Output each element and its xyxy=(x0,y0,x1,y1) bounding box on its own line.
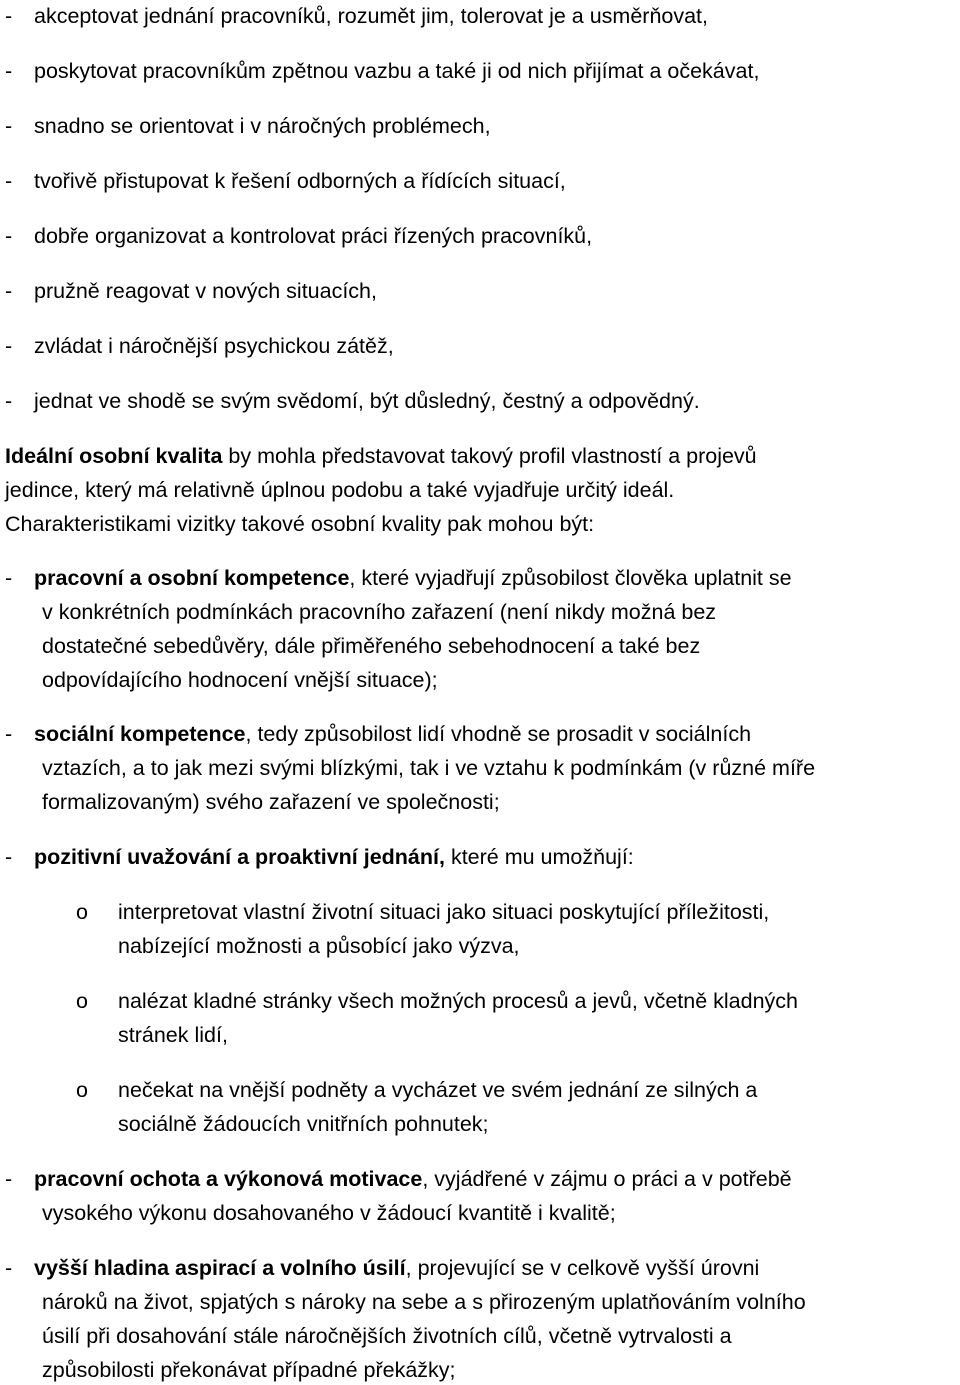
paragraph-line: Charakteristikami vizitky takové osobní kvality pak mohou být: xyxy=(5,512,595,536)
paragraph-line: jedince, který má relativně úplnou podobu a také vyjadřuje určitý ideál. xyxy=(5,478,675,502)
paragraph-bold-term: Ideální osobní kvalita xyxy=(5,444,223,468)
paragraph-line: Ideální osobní kvalita by mohla představovat takový profil vlastností a projevů xyxy=(5,444,757,468)
